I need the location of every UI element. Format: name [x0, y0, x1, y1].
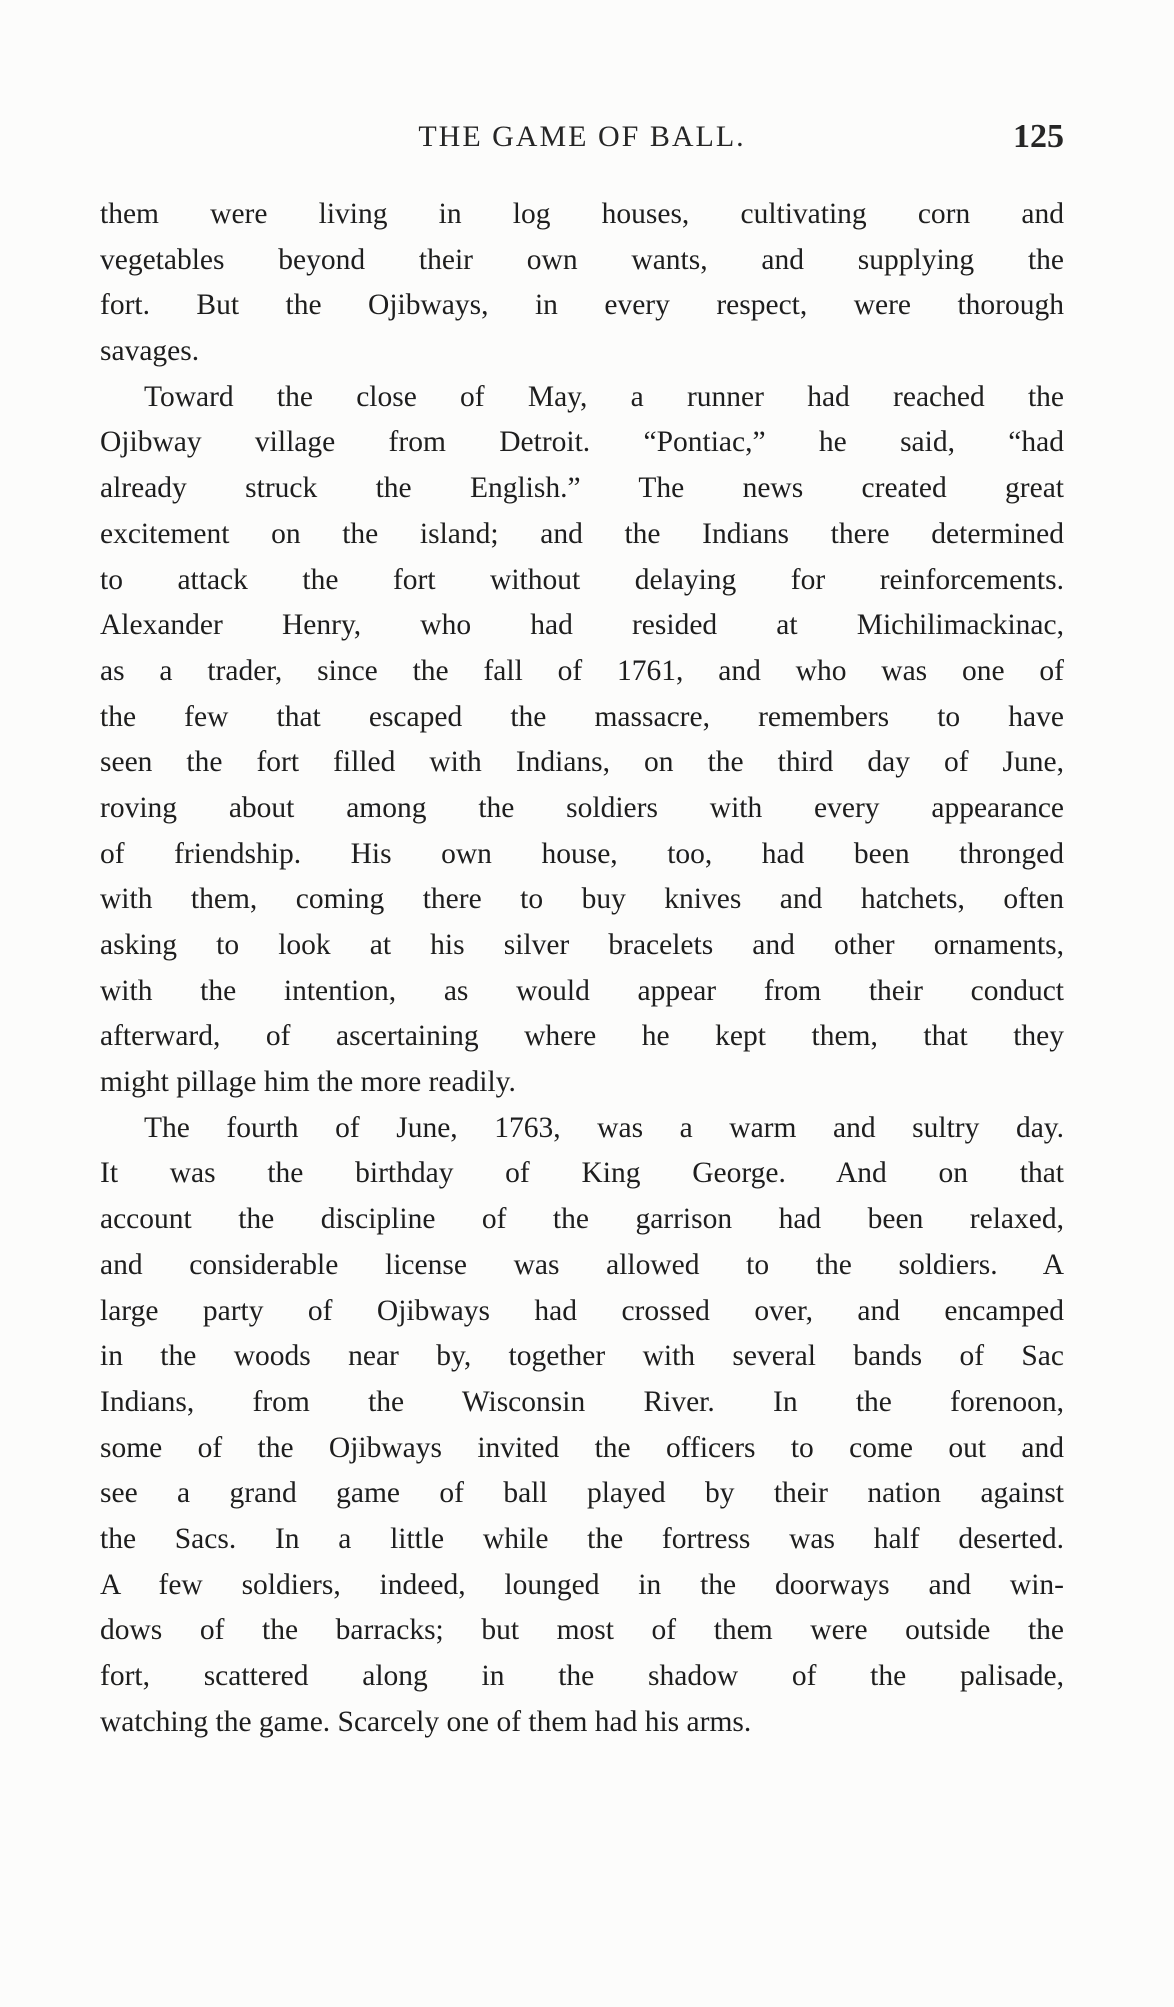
text-line: excitement on the island; and the Indians there determined [100, 517, 1064, 550]
text-line: watching the game. Scarcely one of them had his arms. [100, 1705, 752, 1738]
text-line: Toward the close of May, a runner had reached the [144, 380, 1064, 413]
text-line: asking to look at his silver bracelets and other ornaments, [100, 929, 1064, 961]
text-line: see a grand game of ball played by their nation against [100, 1477, 1064, 1510]
text-line: Indians, from the Wisconsin River. In the forenoon, [100, 1385, 1064, 1418]
text-line: vegetables beyond their own wants, and supplying the [100, 243, 1064, 276]
text-line: roving about among the soldiers with every appearance [100, 791, 1064, 824]
text-line: account the discipline of the garrison had been relaxed, [100, 1203, 1064, 1236]
text-line: already struck the English.” The news created great [100, 472, 1064, 505]
text-line: fort. But the Ojibways, in every respect, were thorough [100, 289, 1064, 322]
text-line: the Sacs. In a little while the fortress was half deserted. [100, 1522, 1064, 1555]
text-line: The fourth of June, 1763, was a warm and sultry day. [144, 1111, 1064, 1144]
paragraph-3 [100, 1106, 1064, 1746]
text-line: A few soldiers, indeed, lounged in the doorways and win- [100, 1568, 1064, 1601]
text-line: with them, coming there to buy knives and hatchets, often [100, 883, 1064, 916]
paragraph-1 [100, 192, 1064, 375]
text-line: large party of Ojibways had crossed over, and encamped [100, 1294, 1064, 1327]
text-line: and considerable license was allowed to the soldiers. A [100, 1248, 1064, 1281]
text-line: Alexander Henry, who had resided at Michilimackinac, [100, 609, 1064, 642]
body-text [100, 192, 1064, 1745]
page-number: 125 [1013, 118, 1064, 155]
text-line: savages. [100, 335, 200, 368]
text-line: of friendship. His own house, too, had been thronged [100, 837, 1064, 870]
text-line: It was the birthday of King George. And on that [100, 1157, 1064, 1190]
text-line: afterward, of ascertaining where he kept them, that they [100, 1020, 1064, 1053]
text-line: with the intention, as would appear from their conduct [100, 974, 1064, 1007]
text-line: them were living in log houses, cultivating corn and [100, 198, 1064, 230]
text-line: Ojibway village from Detroit. “Pontiac,” he said, “had [100, 426, 1064, 459]
text-line: fort, scattered along in the shadow of the palisade, [100, 1660, 1064, 1692]
text-line: as a trader, since the fall of 1761, and who was one of [100, 654, 1064, 687]
text-line: the few that escaped the massacre, remembers to have [100, 700, 1064, 733]
running-header [100, 112, 1064, 162]
paragraph-2 [100, 375, 1064, 1106]
text-line: dows of the barracks; but most of them were outside the [100, 1614, 1064, 1647]
text-line: to attack the fort without delaying for reinforcements. [100, 563, 1064, 596]
text-line: might pillage him the more readily. [100, 1066, 516, 1099]
running-title: THE GAME OF BALL. [418, 120, 746, 153]
text-line: in the woods near by, together with several bands of Sac [100, 1340, 1064, 1373]
text-line: some of the Ojibways invited the officers to come out and [100, 1431, 1064, 1464]
text-line: seen the fort filled with Indians, on the third day of June, [100, 746, 1064, 779]
